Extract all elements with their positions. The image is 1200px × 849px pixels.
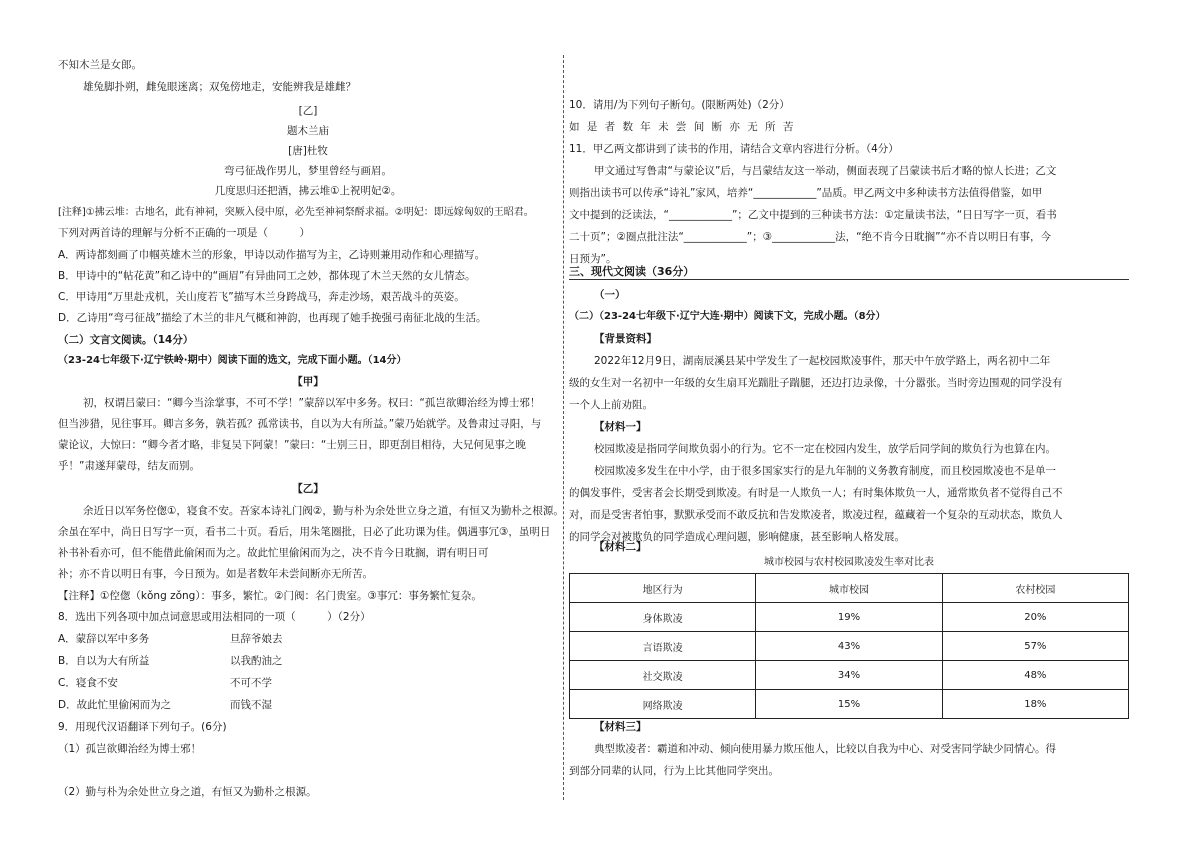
poem-line: 不知木兰是女郎。 — [58, 59, 142, 71]
table-cell: 43% — [756, 632, 942, 661]
material-1-line: 的偶发事件，受害者会长期受到欺凌。有时是一人欺负一人；有时集体欺负一人，通常欺负者不觉得自己不 — [569, 487, 1063, 499]
material-1-line: 的同学会对被欺负的同学造成心理问题，影响健康，甚至影响人格发展。 — [569, 531, 905, 543]
poem-author: [唐]杜牧 — [288, 145, 328, 157]
table-header-cell: 城市校园 — [756, 574, 942, 603]
q11-line: 文中提到的泛读法，“____________”；乙文中提到的三种读书方法：①定量读书法，“日日写字一页，看书 — [569, 209, 1057, 221]
poem-line: 弯弓征战作男儿，梦里曾经与画眉。 — [224, 165, 392, 177]
table-cell: 15% — [756, 690, 942, 719]
section-mark-yi: [乙] — [298, 105, 318, 117]
question-10: 10．请用/为下列句子断句。(限断两处)（2分） — [569, 99, 790, 111]
table-cell: 57% — [942, 632, 1128, 661]
background-line: 2022年12月9日，湖南辰溪县某中学发生了一起校园欺凌事件，那天中午放学路上，两名初中二年 — [594, 355, 1051, 367]
table-cell: 34% — [756, 661, 942, 690]
q8-option-a: A．蒙辞以军中多务 — [58, 633, 150, 645]
poem-line: 几度思归还把酒，拂云堆①上祝明妃②。 — [214, 185, 402, 197]
section-heading: 三、现代文阅读（36分） — [569, 265, 1129, 280]
passage-line: 初，权谓吕蒙曰：“卿今当涂掌事，不可不学！”蒙辞以军中多务。权曰：“孤岂欲卿治经为博士邪！ — [83, 397, 541, 409]
q8-option-b: B．自以为大有所益 — [58, 655, 150, 667]
table-cell: 社交欺凌 — [570, 661, 756, 690]
question-intro: 下列对两首诗的理解与分析不正确的一项是（ ） — [58, 227, 310, 239]
passage-line: 补；亦不肯以明日有事，今日预为。如是者数年未尝间断亦无所苦。 — [58, 568, 373, 580]
material-1-title: 【材料一】 — [594, 421, 647, 433]
question-10-text: 如 是 者 数 年 未 尝 间 断 亦 无 所 苦 — [569, 121, 794, 133]
table-row — [570, 603, 1129, 632]
material-1-line: 校园欺凌是指同学间欺负弱小的行为。它不一定在校园内发生，放学后同学间的欺负行为也算在内。 — [594, 443, 1056, 455]
background-title: 【背景资料】 — [594, 333, 657, 345]
material-1-line: 校园欺凌多发生在中小学，由于很多国家实行的是九年制的义务教育制度，而且校园欺凌也不是单一 — [594, 465, 1056, 477]
q8-option-c: C．寝食不安 — [58, 677, 118, 689]
passage-line: 乎！”肃遂拜蒙母，结友而别。 — [58, 460, 200, 472]
material-2-title: 【材料二】 — [594, 541, 647, 553]
question-9: 9．用现代汉语翻译下列句子。(6分) — [58, 721, 227, 733]
material-3-line: 典型欺凌者：霸道和冲动、倾向使用暴力欺压他人，比较以自我为中心、对受害同学缺少同情心。得 — [594, 743, 1056, 755]
question-9-2: （2）勤与朴为余处世立身之道，有恒又为勤朴之根源。 — [58, 786, 317, 798]
annotation: [注释]①拂云堆：古地名，此有神祠，突厥入侵中原，必先至神祠祭酹求福。②明妃：即远嫁匈奴的王昭君。 — [58, 207, 534, 218]
table-title: 城市校园与农村校园欺凌发生率对比表 — [764, 557, 934, 568]
q11-line: 日预为”。 — [569, 253, 617, 265]
passage-line: 但当涉猎，见往事耳。卿言多务，孰若孤？孤常读书，自以为大有所益。”蒙乃始就学。及鲁肃过寻阳，与 — [58, 418, 542, 430]
table-header-cell: 地区行为 — [570, 574, 756, 603]
subsection-2: （二）（23-24七年级下·辽宁大连·期中）阅读下文，完成小题。（8分） — [569, 311, 886, 322]
table-row — [570, 632, 1129, 661]
background-line: 级的女生对一名初中一年级的女生扇耳光踹肚子踹腿，还边打边录像，十分嚣张。当时旁边围观的同学没有 — [569, 377, 1063, 389]
q8-option-c-compare: 不可不学 — [230, 677, 272, 689]
option-c: C．甲诗用“万里赴戎机，关山度若飞”描写木兰身跨战马，奔走沙场，艰苦战斗的英姿。 — [58, 291, 465, 303]
q11-line: 甲文通过写鲁肃“与蒙论议”后，与吕蒙结友这一举动，侧面表现了吕蒙读书后才略的惊人长进；乙文 — [594, 165, 1057, 177]
material-1-line: 对，而是受害者怕事，默默承受而不敢反抗和告发欺凌者，欺凌过程，蕴藏着一个复杂的互动状态，欺负人 — [569, 509, 1063, 521]
material-3-title: 【材料三】 — [594, 721, 647, 733]
passage-line: 余近日以军务倥偬①，寝食不安。吾家本诗礼门阀②，勤与朴为余处世立身之道，有恒又为勤朴之根源。 — [83, 505, 564, 517]
q11-line: 二十页”；②圈点批注法“____________”；③____________法，“绝不肯今日耽搁”“亦不肯以明日有事，今 — [569, 231, 1051, 243]
option-d: D．乙诗用“弯弓征战”描绘了木兰的非凡气概和神韵，也再现了她手挽强弓南征北战的生活。 — [58, 312, 487, 324]
question-8: 8．选出下列各项中加点词意思或用法相同的一项（ ）（2分） — [58, 611, 371, 623]
material-3-line: 到部分同辈的认同，行为上比其他同学突出。 — [569, 765, 779, 777]
table-row — [570, 690, 1129, 719]
source-line: （23-24七年级下·辽宁铁岭·期中）阅读下面的选文，完成下面小题。（14分） — [58, 355, 407, 366]
poem-title: 题木兰庙 — [287, 125, 329, 137]
option-b: B．甲诗中的“帖花黄”和乙诗中的“画眉”有异曲同工之妙，都体现了木兰天然的女儿情态。 — [58, 270, 476, 282]
passage-line: 补书补看亦可，但不能借此偷闲而为之。故此忙里偷闲而为之，决不肯今日耽搁，谓有明日可 — [58, 547, 489, 559]
passage-line: 余虽在军中，尚日日写字一页，看书二十页。看后，用朱笔圈批，日必了此功课为佳。偶遇事冗③，虽明日 — [58, 526, 551, 538]
q8-option-d-compare: 而钱不湿 — [230, 699, 272, 711]
poem-line: 雄兔脚扑朔，雌兔眼迷离；双兔傍地走，安能辨我是雄雌？ — [83, 81, 356, 93]
table-cell: 20% — [942, 603, 1128, 632]
option-a: A．两诗都刻画了巾帼英雄木兰的形象，甲诗以动作描写为主，乙诗则兼用动作和心理描写。 — [58, 249, 486, 261]
passage-mark-jia: 【甲】 — [292, 376, 324, 388]
section-heading: （二）文言文阅读。（14分） — [58, 334, 194, 346]
table-row — [570, 661, 1129, 690]
question-11: 11．甲乙两文都讲到了读书的作用，请结合文章内容进行分析。（4分） — [569, 143, 899, 155]
q8-option-a-compare: 旦辞爷娘去 — [230, 633, 283, 645]
passage-mark-yi: 【乙】 — [292, 483, 324, 495]
question-9-1: （1）孤岂欲卿治经为博士邪！ — [58, 743, 202, 755]
table-cell: 18% — [942, 690, 1128, 719]
background-line: 一个人上前劝阻。 — [569, 399, 653, 411]
table-cell: 身体欺凌 — [570, 603, 756, 632]
table-header-row — [570, 574, 1129, 603]
column-divider — [563, 55, 564, 800]
passage-line: 蒙论议，大惊曰：“卿今者才略，非复吴下阿蒙！”蒙曰：“士别三日，即更刮目相待，大兄何见事之晚 — [58, 439, 526, 451]
subsection-1: （一） — [594, 289, 626, 301]
q8-option-d: D．故此忙里偷闲而为之 — [58, 699, 172, 711]
table-cell: 言语欺凌 — [570, 632, 756, 661]
table-cell: 网络欺凌 — [570, 690, 756, 719]
table-header-cell: 农村校园 — [942, 574, 1128, 603]
table-cell: 19% — [756, 603, 942, 632]
annotation: 【注释】①倥偬（kǒng zǒng）：事多，繁忙。②门阀：名门贵室。③事冗：事务繁忙复杂。 — [58, 590, 482, 602]
q8-option-b-compare: 以我酌油之 — [230, 655, 283, 667]
table-cell: 48% — [942, 661, 1128, 690]
bullying-rate-table — [569, 573, 1129, 719]
q11-line: 则指出读书可以传承“诗礼”家风，培养“____________”品质。甲乙两文中多种读书方法值得借鉴，如甲 — [569, 187, 1043, 199]
